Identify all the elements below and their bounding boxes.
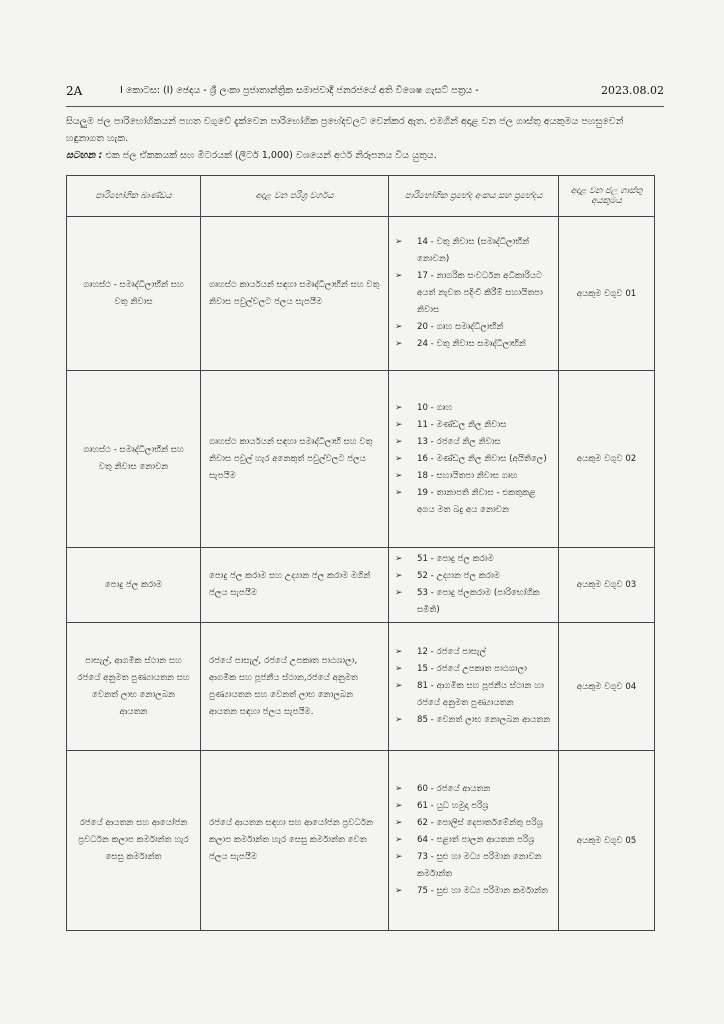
list-item: ➢ 64 - පළාත් පාලන ආයතන පරිශ්‍ර: [395, 832, 554, 849]
header-rule: [66, 106, 664, 107]
row-items: [389, 371, 559, 548]
arrow-icon: ➢: [395, 453, 403, 464]
list-item: ➢ 24 - වතු නිවාස සමෘද්ධිලාභීන්: [395, 336, 554, 353]
row-description: රජයේ පාසැල්, රජයේ උපකෘත පාඨශාලා, ආගමික සහ පූජනීය ස්ථාන,රජයේ අනුමත පුණ්‍යායතන සහ වෙනත් ලාභ නොලබන ආයතන සඳහා ජලය සැපයීම.: [201, 623, 389, 751]
arrow-icon: ➢: [395, 835, 403, 845]
header-subcategory: පාරිභෝගික ප්‍රභේද අංකය සහ ප්‍රභේදය: [389, 176, 559, 217]
table-header-row: [67, 176, 655, 217]
list-item: ➢ 15 - රජයේ උපකෘත පාඨශාලා: [395, 661, 554, 678]
list-item: ➢ 20 - ගෘහ සමෘද්ධිලාභීන්: [395, 319, 554, 336]
list-item: ➢ 12 - රජයේ පාසැල්: [395, 644, 554, 661]
note-label: සටහන :: [66, 150, 103, 161]
list-item: ➢ 17 - නාගරික සංවර්ධන අධිකාරියට අයත් නැවත පදිංචි කිරීම් සහායිතපා නිවාස: [395, 268, 554, 319]
table-row: [67, 548, 655, 623]
list-item: ➢ 18 - සහායිතපා නිවාස ගෘහ: [395, 468, 554, 485]
list-item: ➢ 61 - යුධ හමුදා පරිශ්‍ර: [395, 798, 554, 815]
note-text: එක ජල ඒකකයක් සහ මීටරයක් (ලීටර් 1,000) වශයෙන් අර්ථ නිරූපනය විය යුතුය.: [105, 150, 437, 161]
arrow-icon: ➢: [395, 784, 403, 794]
row-items: [389, 548, 559, 623]
row-items: [389, 623, 559, 751]
arrow-icon: ➢: [395, 715, 403, 725]
header-date: 2023.08.02: [601, 84, 664, 97]
table-row: [67, 371, 655, 548]
header-premises: අදාළ වන පරිශ්‍ර වර්ගය: [201, 176, 389, 217]
table-row: [67, 217, 655, 371]
list-item: ➢ 81 - ආගමික සහ පූජනීය ස්ථාන හා රජයේ අනුමත පුණ්‍යායතන: [395, 678, 554, 712]
list-item: ➢ 51 - පොදු ජල කරාම: [395, 551, 554, 568]
row-description: රජයේ ආයතන සඳහා සහ ආයෝජන ප්‍රවර්ධන කලාප කර්මාන්ත හැර සෙසු කර්මාන්ත වෙත ජලය සැපයීම: [201, 751, 389, 931]
arrow-icon: ➢: [395, 664, 403, 674]
intro-text: [66, 113, 664, 164]
table-row: [67, 751, 655, 931]
row-category: ගෘහස්ථ - සමෘද්ධිලාභීන් සහ වතු නිවාස නොවන: [67, 371, 201, 548]
list-item: ➢ 85 - වෙනත් ලාභ නොලබන ආයතන: [395, 712, 554, 729]
arrow-icon: ➢: [395, 588, 403, 598]
arrow-icon: ➢: [395, 271, 403, 281]
row-tariff-band: අයකුම වගුව 01: [559, 217, 655, 371]
page-header: [66, 84, 664, 104]
arrow-icon: ➢: [395, 339, 403, 349]
row-category: රජයේ ආයතන සහ ආයෝජන ප්‍රවර්ධන කලාප කර්මාන්ත හැර සෙසු කර්මාන්ත: [67, 751, 201, 931]
list-item: ➢ 60 - රජයේ ආයතන: [395, 781, 554, 798]
row-tariff-band: අයකුම වගුව 02: [559, 371, 655, 548]
header-tariff-band: අදාළ වන ජල ගාස්තු අයකුමය: [559, 176, 655, 217]
list-item: ➢ 14 - වතු නිවාස (සමෘද්ධිලාභීන් නොවන): [395, 234, 554, 268]
row-items: [389, 751, 559, 931]
list-item: ➢ 52 - උද්‍යාන ජල කරාම: [395, 568, 554, 585]
row-items: [389, 217, 559, 371]
list-item: ➢ 62 - පොලිස් දෙපාර්තමේන්තු පරිශ්‍ර: [395, 815, 554, 832]
arrow-icon: ➢: [395, 402, 403, 413]
list-item: ➢ 73 - සුළු හා මධ්‍ය පරිමාන නොවන කර්මාන්ත: [395, 849, 554, 883]
list-item: ➢ 16 - මණ්ඩල නිල නිවාස (අයිතිලෙ): [395, 451, 554, 468]
row-tariff-band: අයකුම වගුව 04: [559, 623, 655, 751]
arrow-icon: ➢: [395, 487, 403, 498]
arrow-icon: ➢: [395, 322, 403, 332]
list-item: ➢ 53 - පොදු ජලකරාම (පාරිභෝගික සමිති): [395, 585, 554, 619]
header-category: පාරිභෝගික ඛාණ්ඩය: [67, 176, 201, 217]
arrow-icon: ➢: [395, 554, 403, 564]
arrow-icon: ➢: [395, 419, 403, 430]
row-tariff-band: අයකුම වගුව 05: [559, 751, 655, 931]
list-item: ➢ 75 - සුළු හා මධ්‍ය පරිමාන කර්මාන්ත: [395, 883, 554, 900]
tariff-table: [66, 175, 655, 931]
arrow-icon: ➢: [395, 886, 403, 896]
list-item: ➢ 10 - ගෘහ: [395, 400, 554, 417]
row-description: පොදු ජල කරාම සහ උද්‍යාන ජල කරාම මගින් ජලය සැපයීම: [201, 548, 389, 623]
arrow-icon: ➢: [395, 801, 403, 811]
row-tariff-band: අයකුම වගුව 03: [559, 548, 655, 623]
list-item: ➢ 11 - මණ්ඩල නිල නිවාස: [395, 417, 554, 434]
arrow-icon: ➢: [395, 681, 403, 691]
row-category: පොදු ජල කරාම: [67, 548, 201, 623]
intro-note: [66, 147, 664, 164]
arrow-icon: ➢: [395, 237, 403, 247]
arrow-icon: ➢: [395, 818, 403, 828]
arrow-icon: ➢: [395, 852, 403, 862]
row-description: ගෘහස්ථ කාර්යයන් සඳහා සමෘද්ධිලාභීන් සහ වතු නිවාස පවුල්වලට ජලය සැපයීම: [201, 217, 389, 371]
arrow-icon: ➢: [395, 470, 403, 481]
list-item: ➢ 13 - රජයේ නිල නිවාස: [395, 434, 554, 451]
header-title: I කොටස: (I) ඡෙදය - ශ්‍රී ලංකා ප්‍රජාතාන්ත්‍රික සමාජවාදී ජනරජයේ අති විශෙෂ ගැසට් පත්‍රය -: [120, 85, 479, 96]
row-description: ගෘහස්ථ කාර්යයන් සඳහා සමෘද්ධිලාභී සහ වතු නිවාස පවුල් හැර අනෙකුත් පවුල්වලට ජලය සැපයීම: [201, 371, 389, 548]
arrow-icon: ➢: [395, 647, 403, 657]
page-number: 2A: [66, 84, 83, 98]
row-category: ගෘහස්ථ - සමෘද්ධිලාභීන් සහ වතු නිවාස: [67, 217, 201, 371]
table-row: [67, 623, 655, 751]
row-category: පාසැල්, ආගමික ස්ථාන සහ රජයේ අනුමත පුණ්‍යායතන සහ වෙනත් ලාභ නොලබන ආයතන: [67, 623, 201, 751]
intro-paragraph: සියලුම ජල පාරිභෝගිකයන් පහත වගුවේ දැක්වෙන පාරිභෝගික ප්‍රභේදවලට වෙන්කර ඇත. එමගින් අදාළ වන ජල ගාස්තු අයකුමය පහසුවෙන් හඳුනාගත හැක.: [66, 116, 624, 144]
arrow-icon: ➢: [395, 436, 403, 447]
arrow-icon: ➢: [395, 571, 403, 581]
list-item: ➢ 19 - තානාපති නිවාස - එකතුකළ අගය මත බදු අය නොවන: [395, 485, 554, 519]
